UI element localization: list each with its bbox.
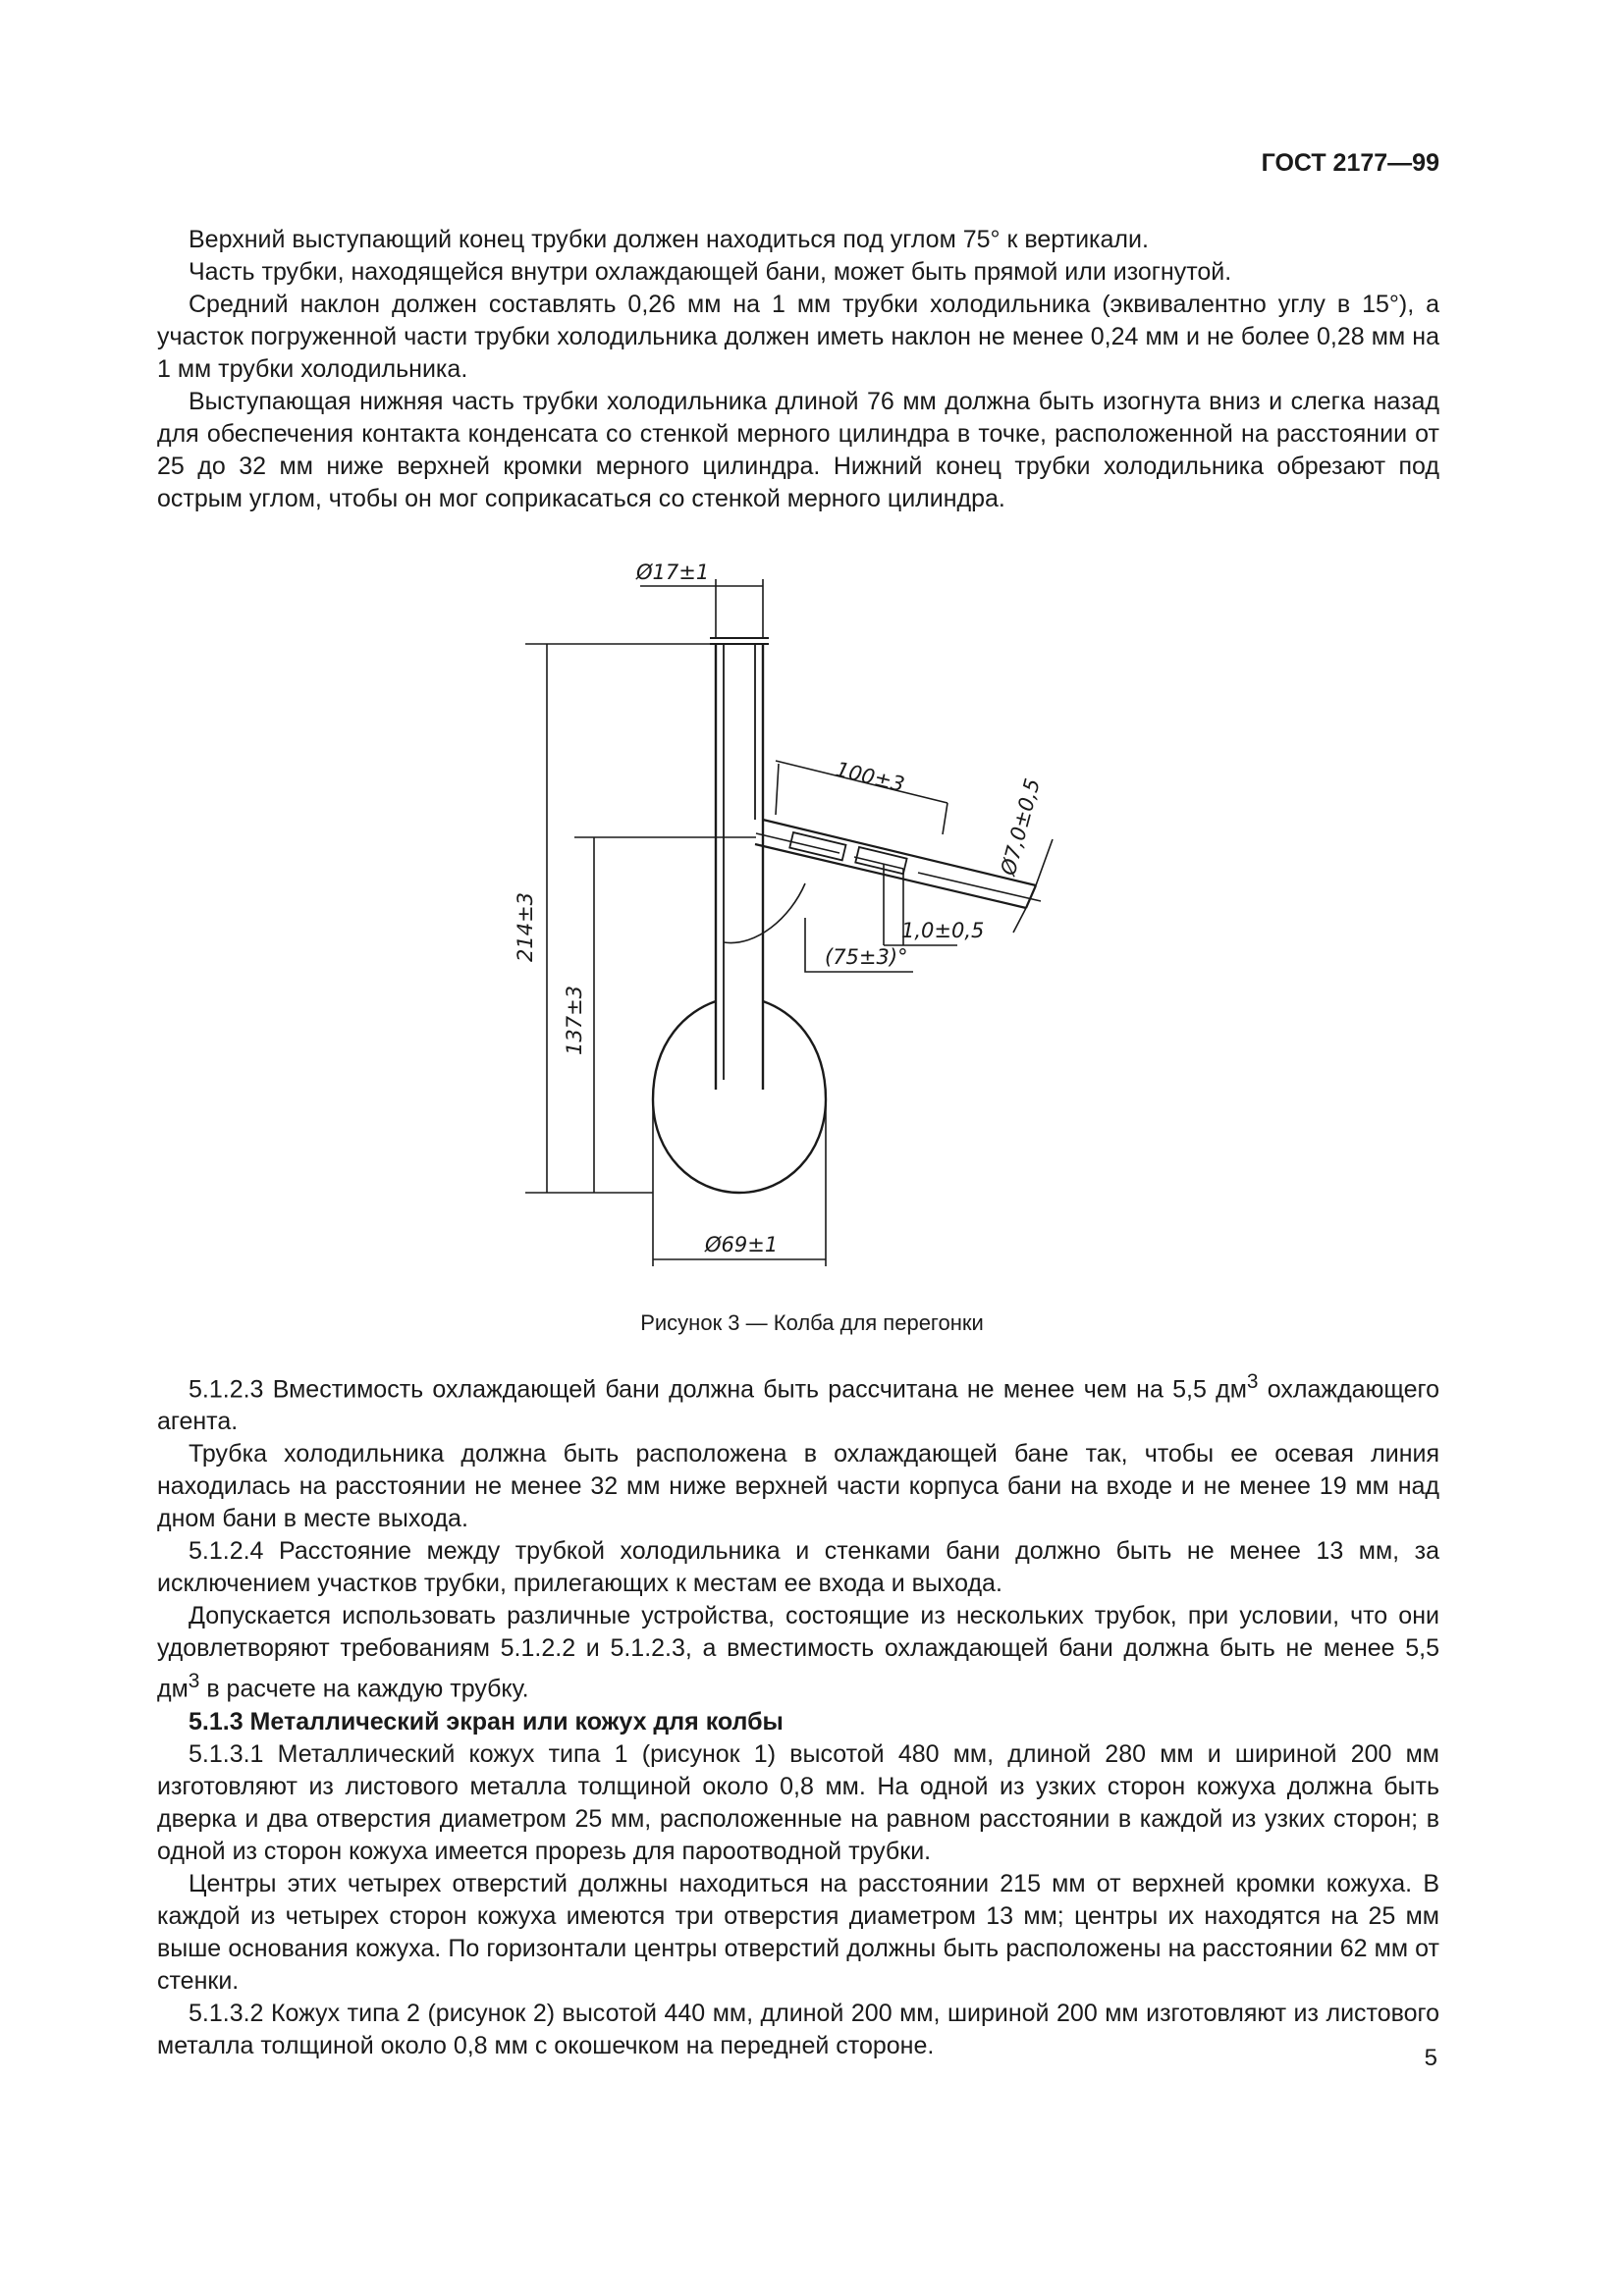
paragraph: 5.1.3.1 Металлический кожух типа 1 (рисунок 1) высотой 480 мм, длиной 280 мм и шириной 200 мм изготовляют из листового металла толщиной около 0,8 мм. На одной из узких сторон кожуха должна быть дверка и два отверстия диаметром 25 мм, расположенные на равном расстоянии в каждой из узких сторон; в одной из сторон кожуха имеется прорезь для пароотводной трубки. xyxy=(157,1739,1439,1865)
page-number: 5 xyxy=(1424,2045,1437,2071)
dimension-labels xyxy=(514,561,1045,1256)
paragraph: Часть трубки, находящейся внутри охлаждающей бани, может быть прямой или изогнутой. xyxy=(189,258,1232,286)
paragraph: Выступающая нижняя часть трубки холодильника длиной 76 мм должна быть изогнута вниз и слегка назад для обеспечения контакта конденсата со стенкой мерного цилиндра в точке, расположенной на расстоянии от 25 до 32 мм ниже верхней кромки мерного цилиндра. Нижний конец трубки холодильника обрезают под острым углом, чтобы он мог соприкасаться со стенкой мерного цилиндра. xyxy=(157,388,1439,512)
paragraph xyxy=(157,1600,1439,1705)
superscript: 3 xyxy=(188,1670,200,1693)
label-wall-thickness: 1,0±0,5 xyxy=(901,919,985,942)
text-run: Допускается использовать различные устройства, состоящие из нескольких трубок, при условии, что они удовлетворяют требованиям 5.1.2.2 и 5.1.2.3, а вместимость охлаждающей бани должна быть не менее 5,5 дм xyxy=(157,1602,1439,1703)
label-side-tube-length: 100±3 xyxy=(833,757,907,797)
side-tube-end xyxy=(1026,885,1036,908)
label-bulb-diameter: Ø69±1 xyxy=(705,1233,779,1256)
text-run: охлаждающего агента. xyxy=(157,1375,1439,1436)
label-neck-diameter: Ø17±1 xyxy=(636,561,710,584)
label-total-height: 214±3 xyxy=(514,891,537,962)
dim-side-height-lines xyxy=(574,837,756,1193)
label-side-tube-diameter: Ø7,0±0,5 xyxy=(996,775,1045,879)
flask-bulb xyxy=(653,1001,826,1193)
flask-rim xyxy=(710,638,769,644)
paragraph: Средний наклон должен составлять 0,26 мм на 1 мм трубки холодильника (эквивалентно углу в 15°), а участок погруженной части трубки холодильника должен иметь наклон не менее 0,24 мм и не более 0,28 мм на 1 мм трубки холодильника. xyxy=(157,291,1439,383)
paragraph: 5.1.2.4 Расстояние между трубкой холодильника и стенками бани должно быть не менее 13 мм, за исключением участков трубки, прилегающих к местам ее входа и выхода. xyxy=(157,1537,1439,1598)
text-run: 5.1.2.3 Вместимость охлаждающей бани должна быть рассчитана не менее чем на 5,5 дм xyxy=(189,1375,1247,1404)
dim-neck-width-lines xyxy=(640,579,763,638)
distillation-flask-figure xyxy=(461,546,1080,1292)
figure-caption: Рисунок 3 — Колба для перегонки xyxy=(640,1310,984,1335)
flask-neck-inner xyxy=(724,644,755,1080)
label-angle: (75±3)° xyxy=(825,945,908,969)
dim-angle-arc xyxy=(724,883,805,943)
document-code-header: ГОСТ 2177—99 xyxy=(1261,149,1439,177)
dim-total-height-lines xyxy=(525,644,710,1193)
paragraph: Верхний выступающий конец трубки должен находиться под углом 75° к вертикали. xyxy=(189,226,1149,253)
paragraph: Центры этих четырех отверстий должны находиться на расстоянии 215 мм от верхней кромки кожуха. В каждой из четырех сторон кожуха имеются три отверстия диаметром 13 мм; центры их находятся на 25 мм выше основания кожуха. По горизонтали центры отверстий должны быть расположены на расстоянии 62 мм от стенки. xyxy=(157,1869,1439,1995)
paragraph: Трубка холодильника должна быть расположена в охлаждающей бане так, чтобы ее осевая линия находилась на расстоянии не менее 32 мм ниже верхней части корпуса бани на входе и не менее 19 мм над дном бани в месте выхода. xyxy=(157,1440,1439,1533)
flask-drawing xyxy=(461,546,1080,1292)
text-run: в расчете на каждую трубку. xyxy=(199,1675,529,1703)
section-heading: 5.1.3 Металлический экран или кожух для колбы xyxy=(189,1707,784,1735)
paragraph: 5.1.3.2 Кожух типа 2 (рисунок 2) высотой 440 мм, длиной 200 мм, шириной 200 мм изготовляют из листового металла толщиной около 0,8 мм с окошечком на передней стороне. xyxy=(157,1999,1439,2059)
paragraph xyxy=(157,1365,1439,1438)
label-side-tube-height: 137±3 xyxy=(563,985,586,1055)
superscript: 3 xyxy=(1246,1370,1259,1393)
bottom-text-block xyxy=(157,1365,1439,2062)
top-text-block xyxy=(157,224,1439,515)
